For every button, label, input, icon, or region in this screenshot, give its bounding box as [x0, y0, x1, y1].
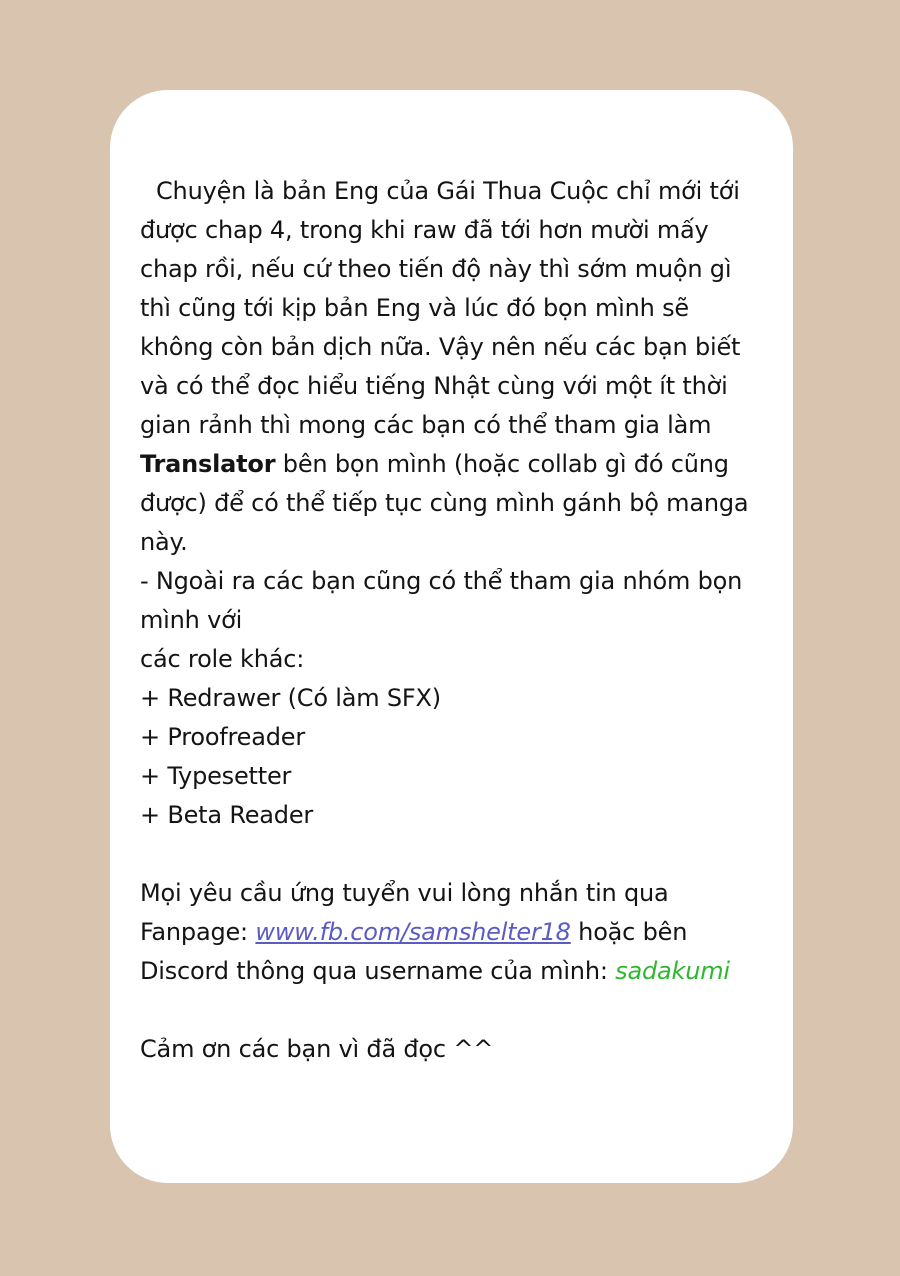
role-item-proofreader: + Proofreader [140, 723, 306, 751]
intro-paragraph [140, 172, 757, 562]
intro-text-1: Chuyện là bản Eng của Gái Thua Cuộc chỉ mới tới được chap 4, trong khi raw đã tới hơn mười mấy chap rồi, nếu cứ theo tiến độ này thì sớm muộn gì thì cũng tới kịp bản Eng và lúc đó bọn mình sẽ không còn bản dịch nữa. Vậy nên nếu các bạn biết và có thể đọc hiểu tiếng Nhật cùng với một ít thời gian rảnh thì mong các bạn có thể tham gia làm [140, 177, 741, 439]
roles-intro: - Ngoài ra các bạn cũng có thể tham gia nhóm bọn mình với [140, 567, 743, 634]
role-item-redrawer: + Redrawer (Có làm SFX) [140, 684, 441, 712]
fanpage-link[interactable]: www.fb.com/samshelter18 [255, 918, 571, 946]
role-item-typesetter: + Typesetter [140, 762, 292, 790]
role-item-beta-reader: + Beta Reader [140, 801, 314, 829]
thanks-line: Cảm ơn các bạn vì đã đọc ^^ [140, 1035, 494, 1063]
credits-card [110, 90, 793, 1183]
roles-heading: các role khác: [140, 645, 305, 673]
credits-text-block [110, 90, 793, 1069]
roles-list [140, 679, 757, 835]
translator-role-highlight: Translator [140, 450, 276, 478]
contact-text-1: Mọi yêu cầu ứng tuyển vui lòng nhắn tin qua Fanpage: [140, 879, 669, 946]
intro-text-2: bên bọn mình (hoặc collab gì đó cũng được) để có thể tiếp tục cùng mình gánh bộ manga này. [140, 450, 749, 556]
contact-paragraph [140, 874, 757, 991]
discord-username: sadakumi [615, 957, 730, 985]
contact-text-2: hoặc bên Discord thông qua username của mình: [140, 918, 688, 985]
